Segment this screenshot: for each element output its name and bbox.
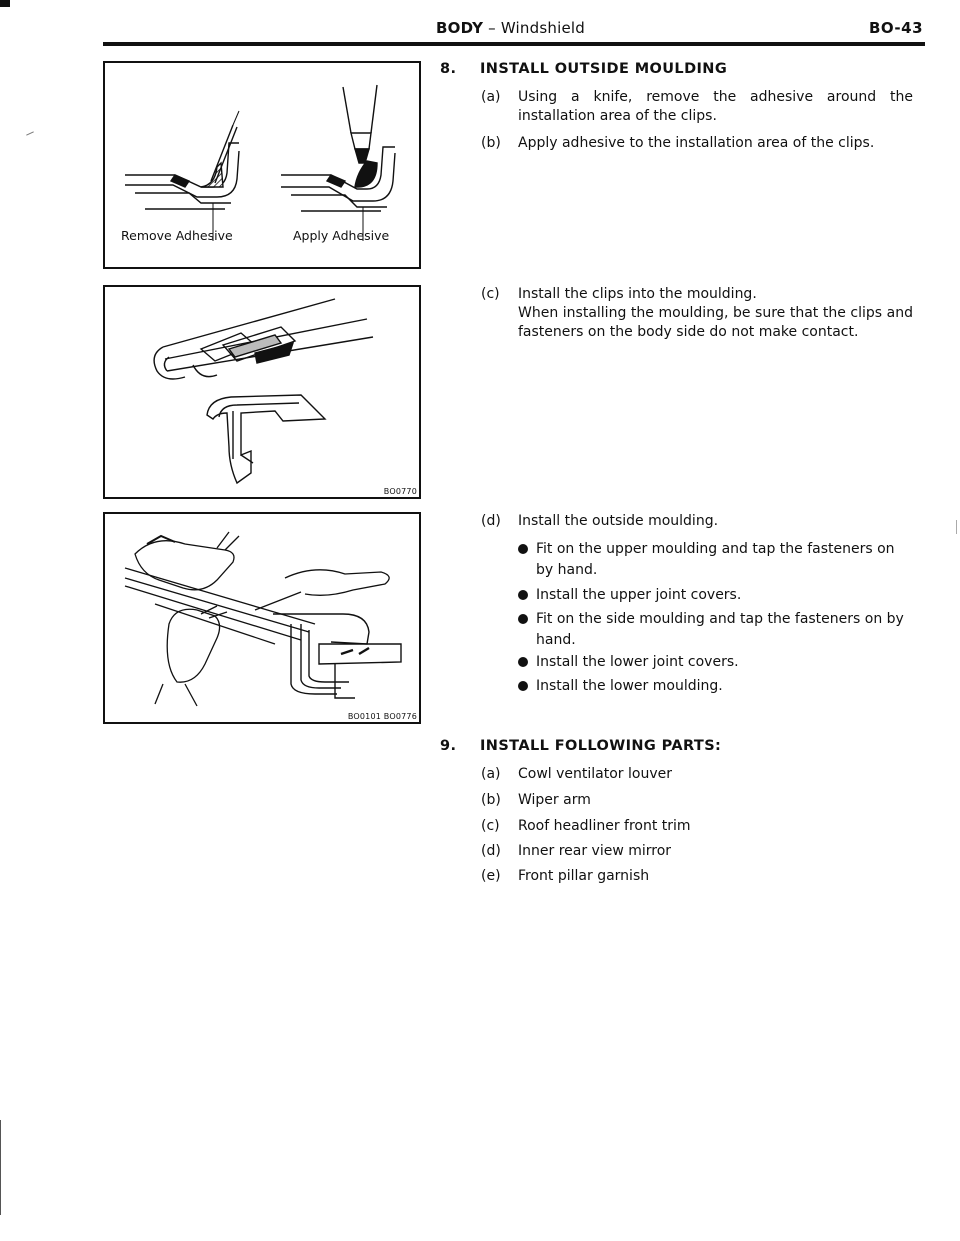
item-label: (a): [481, 766, 501, 782]
bullet-text: Fit on the side moulding and tap the fasteners on by hand.: [536, 611, 904, 648]
item-text: Roof headliner front trim: [518, 818, 691, 834]
step-8-heading: [440, 61, 727, 77]
item-label: (c): [481, 818, 500, 834]
step-number: 8.: [440, 61, 457, 77]
step-9-item-b: [481, 791, 913, 810]
bullet-dot-icon: [518, 544, 528, 554]
step-8-item-d: [481, 512, 913, 531]
bullet-item: [518, 585, 914, 606]
item-label: (d): [481, 843, 501, 859]
item-text: Wiper arm: [518, 792, 591, 808]
header-section: BODY: [436, 19, 484, 37]
scan-mark: [26, 131, 34, 135]
caption-apply-adhesive: Apply Adhesive: [293, 228, 390, 243]
header-separator: –: [483, 19, 501, 37]
figure-adhesive: [103, 61, 421, 269]
knife-panel-drawing: [125, 111, 239, 241]
step-title: INSTALL OUTSIDE MOULDING: [480, 61, 728, 77]
adhesive-gun-drawing: [281, 85, 395, 241]
scan-edge-line: [0, 1120, 1, 1215]
item-label: (a): [481, 89, 501, 105]
page-header: [103, 16, 925, 44]
bullet-dot-icon: [518, 681, 528, 691]
bullet-item: [518, 652, 914, 673]
moulding-drawing: [154, 299, 373, 379]
step-number: 9.: [440, 738, 457, 754]
figure-code: BO0770: [383, 487, 417, 496]
hand-drawing: [135, 532, 389, 706]
clip-drawing: [207, 395, 325, 483]
item-text: Using a knife, remove the adhesive around the installation area of the clips.: [518, 89, 913, 124]
item-text: Front pillar garnish: [518, 868, 650, 884]
figure-code: BO0101 BO0776: [347, 712, 417, 721]
item-label: (b): [481, 792, 501, 808]
item-label: (e): [481, 868, 501, 884]
step-title: INSTALL FOLLOWING PARTS:: [480, 738, 722, 754]
bullet-item: [518, 676, 914, 697]
step-9-item-d: [481, 842, 913, 861]
bullet-dot-icon: [518, 614, 528, 624]
bullet-dot-icon: [518, 657, 528, 667]
bullet-item: [518, 539, 914, 581]
step-9-item-e: [481, 867, 913, 886]
bullet-dot-icon: [518, 590, 528, 600]
item-label: (b): [481, 135, 501, 151]
bullet-text: Install the lower moulding.: [536, 678, 723, 694]
bullet-text: Install the lower joint covers.: [536, 654, 739, 670]
header-rule: [103, 42, 925, 46]
clip-illustration: [105, 287, 419, 497]
step-9-item-c: [481, 817, 913, 836]
bullet-text: Fit on the upper moulding and tap the fasteners on by hand.: [536, 541, 895, 578]
step-9-heading: [440, 738, 721, 754]
header-subsection: Windshield: [500, 19, 585, 37]
item-text: Install the clips into the moulding.: [518, 286, 757, 302]
item-note: When installing the moulding, be sure that the clips and fasteners on the body side do not make contact.: [518, 305, 913, 340]
figure-clip-moulding: [103, 285, 421, 499]
moulding-strip-drawing: [125, 568, 315, 644]
page-number: BO-43: [868, 19, 923, 37]
hand-illustration: [105, 514, 419, 722]
item-text: Cowl ventilator louver: [518, 766, 672, 782]
step-8-item-a: [481, 88, 913, 126]
header-title: [436, 19, 585, 37]
bullet-item: [518, 609, 914, 651]
item-text: Inner rear view mirror: [518, 843, 672, 859]
bullet-text: Install the upper joint covers.: [536, 587, 742, 603]
step-8-item-b: [481, 134, 913, 153]
step-9-item-a: [481, 765, 913, 784]
item-label: (c): [481, 286, 500, 302]
scan-corner-mark: [0, 0, 10, 7]
item-label: (d): [481, 513, 501, 529]
scan-mark: [956, 520, 957, 534]
figure-moulding-hand: [103, 512, 421, 724]
step-8-item-c: [481, 285, 913, 342]
caption-remove-adhesive: Remove Adhesive: [121, 228, 233, 243]
item-text: Install the outside moulding.: [518, 513, 719, 529]
item-text: Apply adhesive to the installation area of the clips.: [518, 135, 875, 151]
